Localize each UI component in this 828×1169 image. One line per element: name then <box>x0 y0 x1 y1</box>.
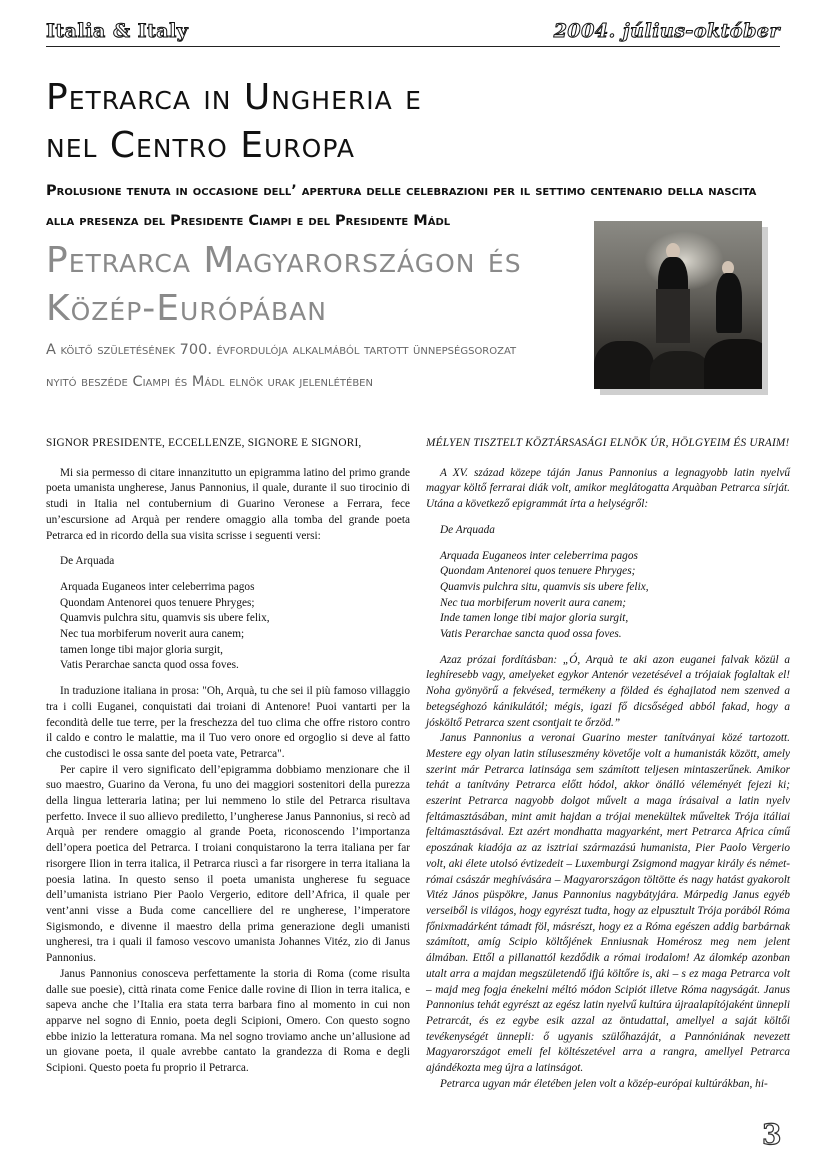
paragraph: A XV. század közepe táján Janus Pannonius a legnagyobb latin nyelvű magyar költő ferrarai diák volt, amikor meglátogatta Arquàban Petrarca sírját. Utána a következő epigrammát írta a helységről: <box>426 466 790 511</box>
poem-block <box>60 580 410 674</box>
poem-line: Quamvis pulchra situ, quamvis sis ubere felix, <box>60 612 270 625</box>
sub-hu-line1: A költő születésének 700. évfordulója alkalmából tartott ünnepségsorozat <box>46 342 517 358</box>
sub-hu-line2: nyitó beszéde Ciampi és Mádl elnök urak jelenlétében <box>46 374 373 390</box>
audience-middle <box>650 351 710 389</box>
italian-column <box>46 436 410 1077</box>
poem-line: Quondam Antenorei quos tenuere Phryges; <box>440 565 636 578</box>
paragraph: Azaz prózai fordításban: „Ó, Arquà te aki azon euganei falvak közül a leghíresebb vagy, amelyeket egykor Antenór vezetésével a trójaiak foglaltak el! Noha gyönyörű a fekvésed, termékeny a földed és éghajlatod nem szenved a betegséghozó kánikulától; mégis, igazi fő dicsőséged abból fakad, hogy a jósköltő Petrarca szent csontjait te őrzöd.” <box>426 653 790 729</box>
poem-line: Quamvis pulchra situ, quamvis sis ubere felix, <box>440 580 649 593</box>
poem-line: Nec tua morbiferum noverit aura canem; <box>60 628 245 641</box>
paragraph: Janus Pannonius a veronai Guarino mester tanítványai közé tartozott. Mestere egy olyan latin stíluseszmény követője volt a humanisták között, amely szerint már Petrarca latinsága sem számított teljesen mintaszerűnek. Amikor tehát a tanítvány Petrarca előtt hódol, akkor önálló véleményét fejezi ki; eszerint Petrarca nagyobb dolgot művelt a maga írásaival a latin nyelv feltámasztásában, mint amit hajdan a trójai menekültek műveltek Trója itáliai feltámasztásával. Ezt azért mondhatta magyarként, mert Petrarca Africa című eposzának kiadója az az isztriai származású humanista, Pier Paolo Vergerio volt, aki élete utolsó évtizedeit – Luxemburgi Zsigmond magyar király és német-római császár meghívására – Magyarországon töltötte és nagy hatást gyakorolt Vitéz János püspökre, Janus Pannonius nagybátyjára. Márpedig Janus egyéb verseiből is világos, hogy egyrészt tudta, hogy az elpusztult Trója porából Róma főnixmadárként támadt föl, másrészt, hogy ez a Róma egészen addig barbárnak számított, amíg Scipio költőjének Enniusnak Homérosz meg nem jelent álmában. Ettől a pillanattól kezdődik a római irodalom! Az álomkép azonban utalt arra a majdan megszületendő ifjú költőre is, aki – s ez maga Petrarca volt – majd meg fogja énekelni méltó módon Scipiót illetve Róma nagyságát. Janus Pannonius tehát egyrészt az egész latin nyelvű kultúra újraalapítójaként ünnepli Petrarcát, és ez egybe esik azzal az öntudattal, amellyel a saját költői tevékenységét ünnepli: ő ugyanis szülőhazáját, a Pannóniának nevezett Magyarországot emeli fel költészetével arra a rangra, amellyel Petrarca ajándékozta meg újra a latinságot. <box>426 732 790 1075</box>
poem-line: Nec tua morbiferum noverit aura canem; <box>440 596 627 609</box>
poem-block <box>440 549 790 643</box>
paragraph: Petrarca ugyan már életében jelen volt a közép-európai kultúrákban, hi- <box>440 1077 768 1090</box>
audience-left <box>594 341 654 389</box>
paragraph: Janus Pannonius conosceva perfettamente la storia di Roma (come risulta dalle sue poesie), città rinata come Fenice dalle rovine di Ilion in terra italica, e sapeva anche che l’Italia era stata terra barbara fino al momento in cui non apparve nel sogno di Ennio, poeta degli Scipioni, Omero. Con questo sogno ebbe inizio la letteratura romana. Ma nel sogno troviamo anche un’allusione ad un giovane poeta, il quale avrebbe cantato la grandezza di Roma e degli Scipioni. Questo poeta fu proprio il Petrarca. <box>46 967 410 1075</box>
poem-line: Arquada Euganeos inter celeberrima pagos <box>60 580 255 593</box>
attendee-figure <box>716 273 742 333</box>
poem-line: Vatis Perarchae sancta quod ossa foves. <box>440 628 622 641</box>
title-hu-line1: Petrarca Magyarországon és <box>46 240 522 281</box>
paragraph: In traduzione italiana in prosa: "Oh, Arquà, tu che sei il più famoso villaggio tra i colli Euganei, conquistati dai troiani di Antenore! Puoi vantarti per la fecondità delle tue terre, per la freschezza del tuo clima che offre ristoro contro il caldo e contro le malattie, ma il Tuo vero onore ed orgoglio si deve al fatto che custodisci le ossa sante del poeta vate, Petrarca". <box>46 685 410 760</box>
title-it-line2: nel Centro Europa <box>46 125 355 166</box>
header-magazine-title: Italia & Italy <box>46 20 189 42</box>
speaker-photo <box>594 221 762 389</box>
audience-right <box>704 339 762 389</box>
poem-title: De Arquada <box>440 523 495 536</box>
running-header <box>46 20 780 47</box>
article-title-italian <box>46 74 786 170</box>
title-it-line1: Petrarca in Ungheria e <box>46 77 422 118</box>
poem-line: Inde tamen longe tibi major gloria surgit, <box>440 612 629 625</box>
sub-it-line1: Prolusione tenuta in occasione dell’ apertura delle celebrazioni per il settimo centenario della nascita <box>46 183 757 199</box>
poem-line: Quondam Antenorei quos tenuere Phryges; <box>60 596 255 609</box>
sub-it-line2: alla presenza del Presidente Ciampi e del Presidente Mádl <box>46 213 451 229</box>
paragraph: Per capire il vero significato dell’epigramma dobbiamo menzionare che il suo maestro, Guarino da Verona, fu uno dei maggiori sostenitori della purezza della lingua letteraria latina; per lui nemmeno lo stile del Petrarca risultava perfetto. Invece il suo allievo prediletto, l’ungherese Janus Pannonius, si recò ad Arquà per rendere omaggio al grande Poeta, riconoscendo l’importanza dell’opera poetica del Petrarca. I troiani conquistarono la terra italiana per far risorgere Ilion in terra italica, il Petrarca riuscì a far risorgere in terra italiana la poesia latina. In questo senso il poeta umanista ungherese fu seguace dell’umanista istriano Pier Paolo Vergerio, editore dell’Africa, il quale per vent’anni visse a Buda come cancelliere del re ungherese, l’imperatore Sigismondo, e divenne il maestro della prima generazione degli umanisti ungheresi, tra i quali il famoso vescovo umanista Johannes Vitéz, zio di Janus Pannonius. <box>46 763 410 965</box>
poem-line: Arquada Euganeos inter celeberrima pagos <box>440 549 638 562</box>
poem-line: Vatis Perarchae sancta quod ossa foves. <box>60 659 239 672</box>
poem-title: De Arquada <box>60 555 115 568</box>
article-subtitle-hungarian <box>46 334 586 398</box>
header-issue-date: 2004. július-október <box>553 20 780 42</box>
article-title-hungarian <box>46 237 586 333</box>
paragraph: Mi sia permesso di citare innanzitutto un epigramma latino del primo grande poeta umanista ungherese, Janus Pannonius, il quale, durante il suo tirocinio di studi in Italia nel contubernium di Guarino Veronese a Ferrara, fece un’escursione ad Arquà per rendere omaggio alla tomba del grande poeta Petrarca ed in ricordo della sua visita scrisse i seguenti versi: <box>46 466 410 542</box>
page-number: 3 <box>762 1118 782 1151</box>
title-hu-line2: Közép-Európában <box>46 288 327 329</box>
salutation-italian: SIGNOR PRESIDENTE, ECCELLENZE, SIGNORE E SIGNORI, <box>46 437 362 449</box>
podium-shape <box>656 289 690 343</box>
hungarian-column <box>426 436 790 1092</box>
poem-line: tamen longe tibi major gloria surgit, <box>60 643 223 656</box>
salutation-hungarian: MÉLYEN TISZTELT KÖZTÁRSASÁGI ELNÖK ÚR, HÖLGYEIM ÉS URAIM! <box>426 437 790 449</box>
